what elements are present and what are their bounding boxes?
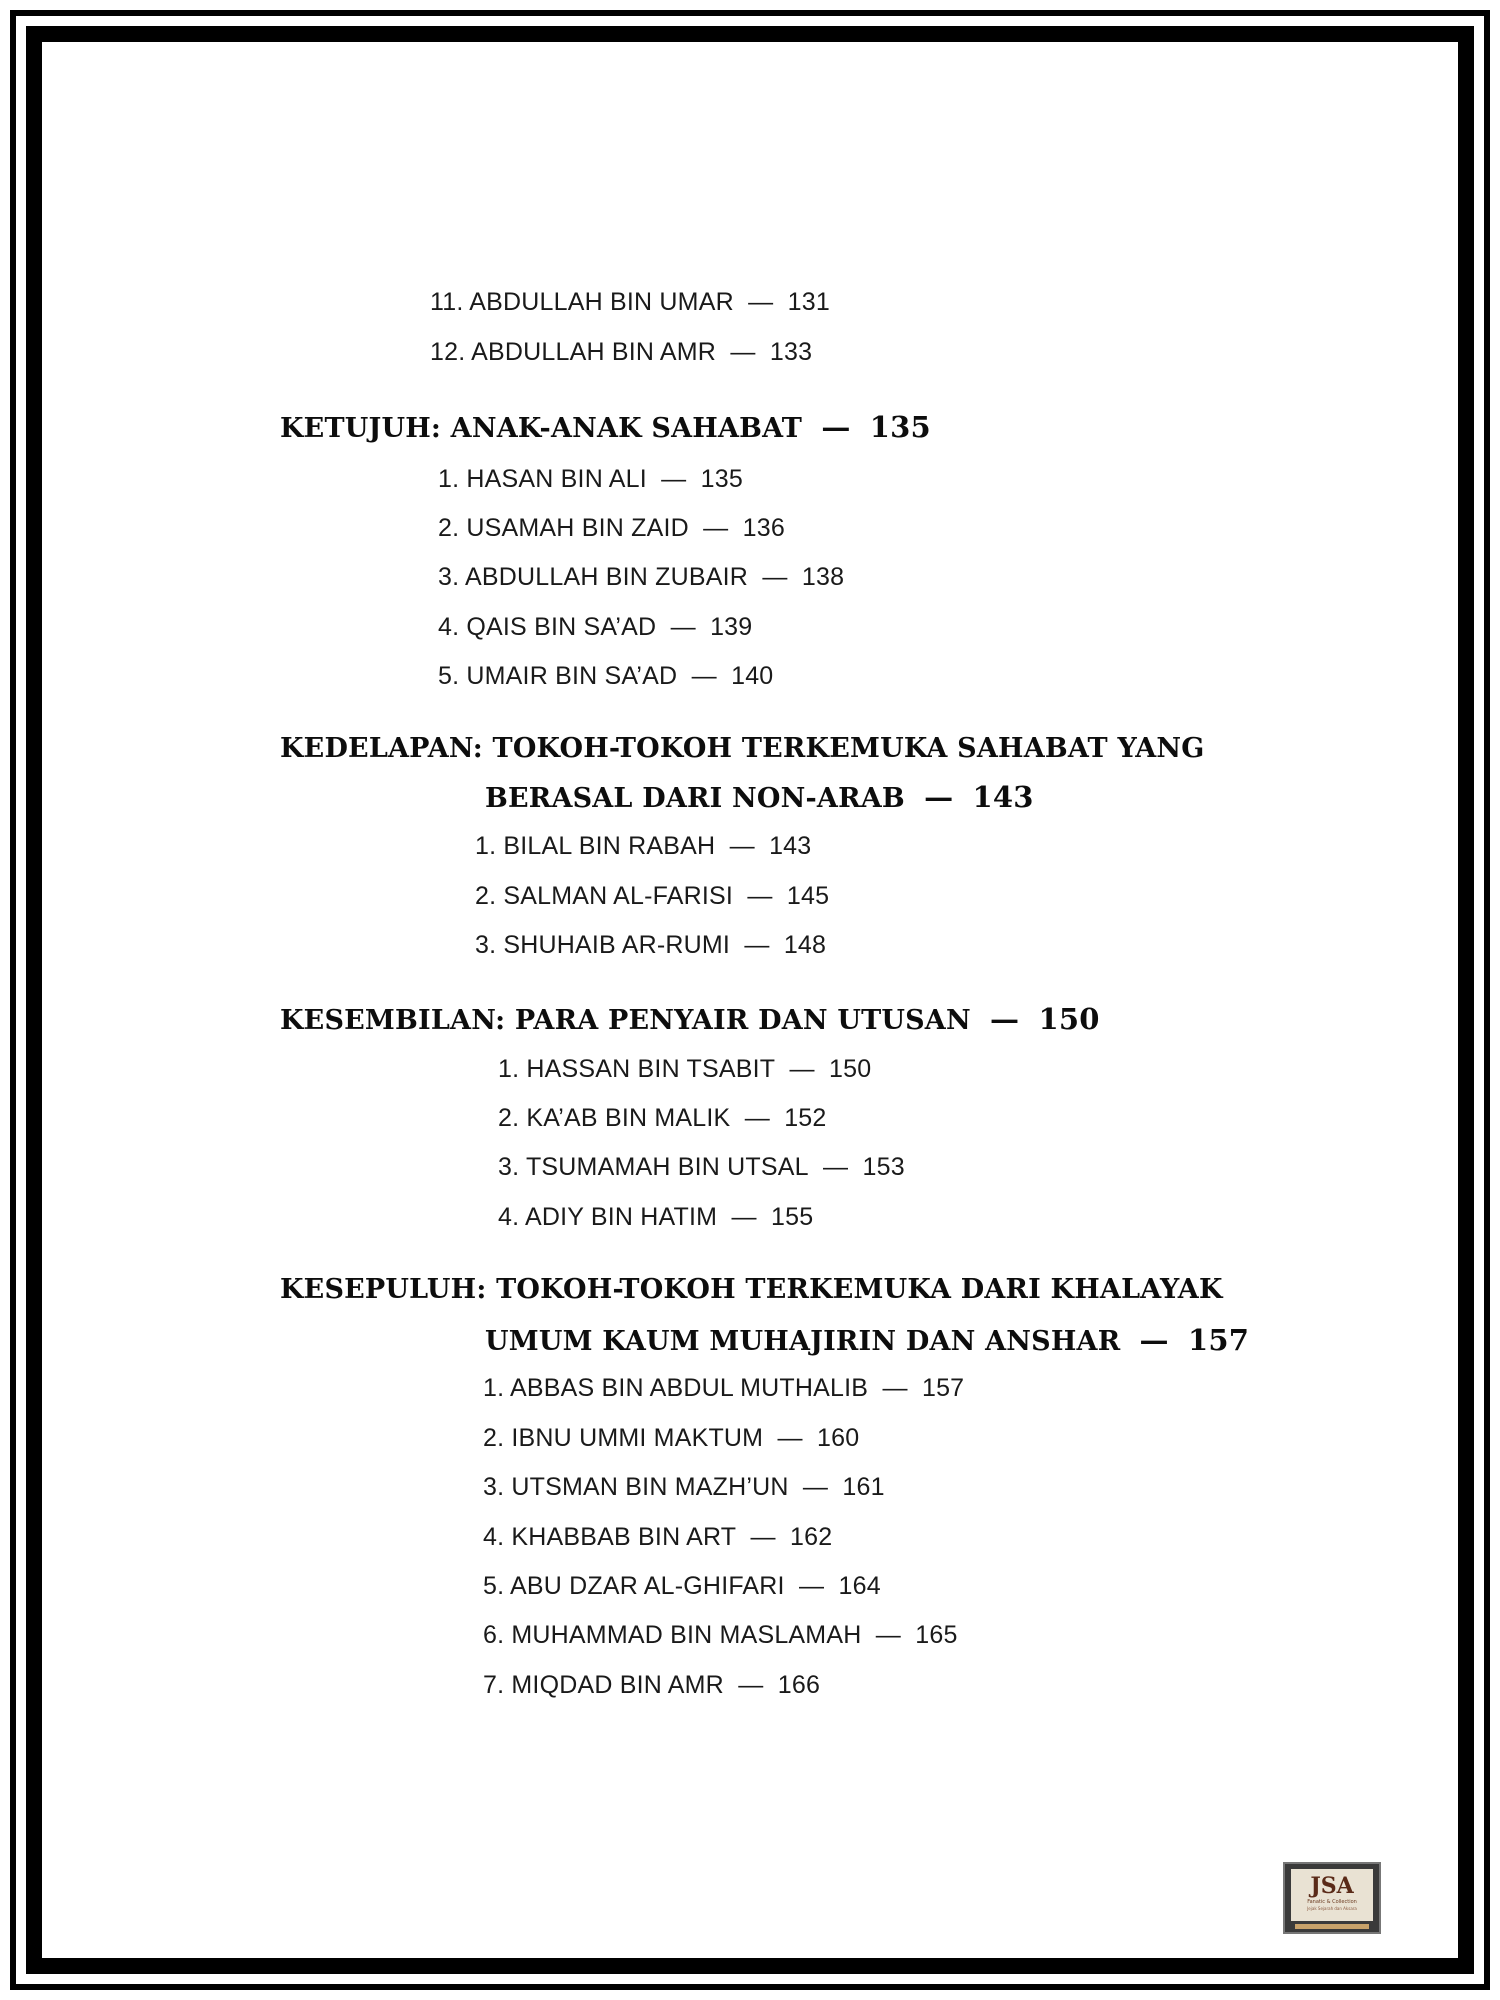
section-heading: BERASAL DARI NON-ARAB — 143 <box>485 780 1034 814</box>
section-heading: KEDELAPAN: TOKOH-TOKOH TERKEMUKA SAHABAT YANG <box>280 733 1205 764</box>
toc-entry: 1. ABBAS BIN ABDUL MUTHALIB — 157 <box>483 1374 965 1402</box>
toc-entry: 3. SHUHAIB AR-RUMI — 148 <box>475 931 827 959</box>
section-heading: UMUM KAUM MUHAJIRIN DAN ANSHAR — 157 <box>485 1323 1250 1357</box>
logo-screen <box>1291 1869 1373 1921</box>
toc-entry: 1. BILAL BIN RABAH — 143 <box>475 832 812 860</box>
toc-entry: 7. MIQDAD BIN AMR — 166 <box>483 1671 821 1699</box>
toc-entry: 12. ABDULLAH BIN AMR — 133 <box>430 338 813 366</box>
logo-text: JSA <box>1310 1873 1354 1899</box>
toc-entry: 1. HASAN BIN ALI — 135 <box>438 465 743 493</box>
toc-entry: 5. UMAIR BIN SA’AD — 140 <box>438 662 774 690</box>
toc-entry: 4. ADIY BIN HATIM — 155 <box>498 1203 814 1231</box>
toc-entry: 3. TSUMAMAH BIN UTSAL — 153 <box>498 1153 905 1181</box>
section-heading: KESEMBILAN: PARA PENYAIR DAN UTUSAN — 150 <box>280 1002 1100 1036</box>
toc-entry: 11. ABDULLAH BIN UMAR — 131 <box>430 288 830 316</box>
toc-entry: 6. MUHAMMAD BIN MASLAMAH — 165 <box>483 1621 958 1649</box>
logo-subtitle: Fanatic & Collection <box>1307 1899 1357 1905</box>
toc-entry: 2. IBNU UMMI MAKTUM — 160 <box>483 1424 860 1452</box>
toc-entry: 4. KHABBAB BIN ART — 162 <box>483 1523 833 1551</box>
section-heading: KESEPULUH: TOKOH-TOKOH TERKEMUKA DARI KHALAYAK <box>280 1274 1223 1305</box>
logo-keyboard <box>1295 1924 1369 1929</box>
section-heading: KETUJUH: ANAK-ANAK SAHABAT — 135 <box>280 410 931 444</box>
toc-entry: 2. SALMAN AL-FARISI — 145 <box>475 882 830 910</box>
jsa-logo <box>1283 1862 1381 1934</box>
toc-entry: 2. KA’AB BIN MALIK — 152 <box>498 1104 827 1132</box>
toc-entry: 1. HASSAN BIN TSABIT — 150 <box>498 1055 872 1083</box>
toc-entry: 3. UTSMAN BIN MAZH’UN — 161 <box>483 1473 885 1501</box>
toc-entry: 5. ABU DZAR AL-GHIFARI — 164 <box>483 1572 881 1600</box>
toc-entry: 4. QAIS BIN SA’AD — 139 <box>438 613 753 641</box>
toc-entry: 2. USAMAH BIN ZAID — 136 <box>438 514 785 542</box>
toc-entry: 3. ABDULLAH BIN ZUBAIR — 138 <box>438 563 845 591</box>
logo-tagline: Jejak Sejarah dan Aksara <box>1307 1906 1357 1911</box>
